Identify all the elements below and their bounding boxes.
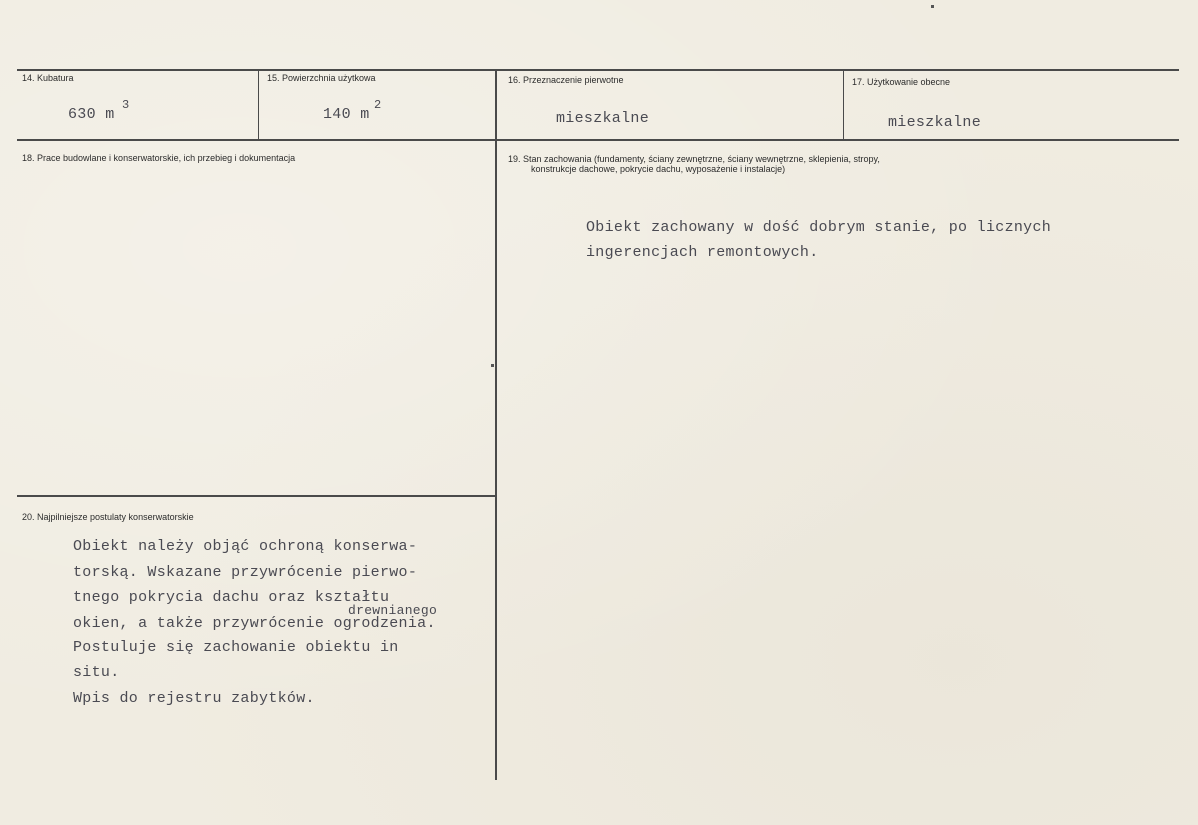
field-15-label: 15. Powierzchnia użytkowa [267, 73, 376, 83]
field-15-unit-exponent: 2 [374, 98, 382, 112]
field-19-text-line: Obiekt zachowany w dość dobrym stanie, po licznych [586, 219, 1052, 236]
row1-divider-1 [258, 70, 259, 140]
field-14-label: 14. Kubatura [22, 73, 74, 83]
field-16-value: mieszkalne [556, 110, 650, 127]
paper-mark [491, 364, 494, 367]
row1-divider-2 [843, 70, 844, 140]
row1-border [17, 139, 1179, 141]
paper-mark [931, 5, 934, 8]
field-20-label: 20. Najpilniejsze postulaty konserwatorskie [22, 512, 194, 522]
field-17-label: 17. Użytkowanie obecne [852, 77, 951, 87]
field-14-value: 630 m [68, 106, 115, 123]
field-20-text-line: situ. [73, 664, 120, 681]
field-19-text-line: ingerencjach remontowych. [586, 244, 819, 261]
field-16-label: 16. Przeznaczenie pierwotne [508, 75, 624, 85]
field-19-label: 19. Stan zachowania (fundamenty, ściany zewnętrzne, ściany wewnętrzne, sklepienia, stropy, [508, 154, 880, 164]
field-20-text-line: Obiekt należy objąć ochroną konserwa- [73, 538, 418, 555]
field-15-value: 140 m [323, 106, 370, 123]
field-14-unit-exponent: 3 [122, 98, 130, 112]
field-17-value: mieszkalne [888, 114, 982, 131]
field-20-text-line: tnego pokrycia dachu oraz kształtu [73, 589, 390, 606]
field-18-label: 18. Prace budowlane i konserwatorskie, ich przebieg i dokumentacja [22, 153, 296, 163]
field-20-insertion: drewnianego [348, 603, 438, 618]
main-divider [495, 70, 497, 780]
field-20-text-line: torską. Wskazane przywrócenie pierwo- [73, 564, 418, 581]
field-20-text-line: Wpis do rejestru zabytków. [73, 690, 315, 707]
top-border [17, 69, 1179, 71]
field-20-text-line: okien, a także przywrócenie ogrodzenia. [73, 615, 436, 632]
field20-top-border [17, 495, 495, 497]
field-19-label-continued: konstrukcje dachowe, pokrycie dachu, wyposażenie i instalacje) [531, 164, 786, 174]
field-20-text-line: Postuluje się zachowanie obiektu in [73, 639, 399, 656]
